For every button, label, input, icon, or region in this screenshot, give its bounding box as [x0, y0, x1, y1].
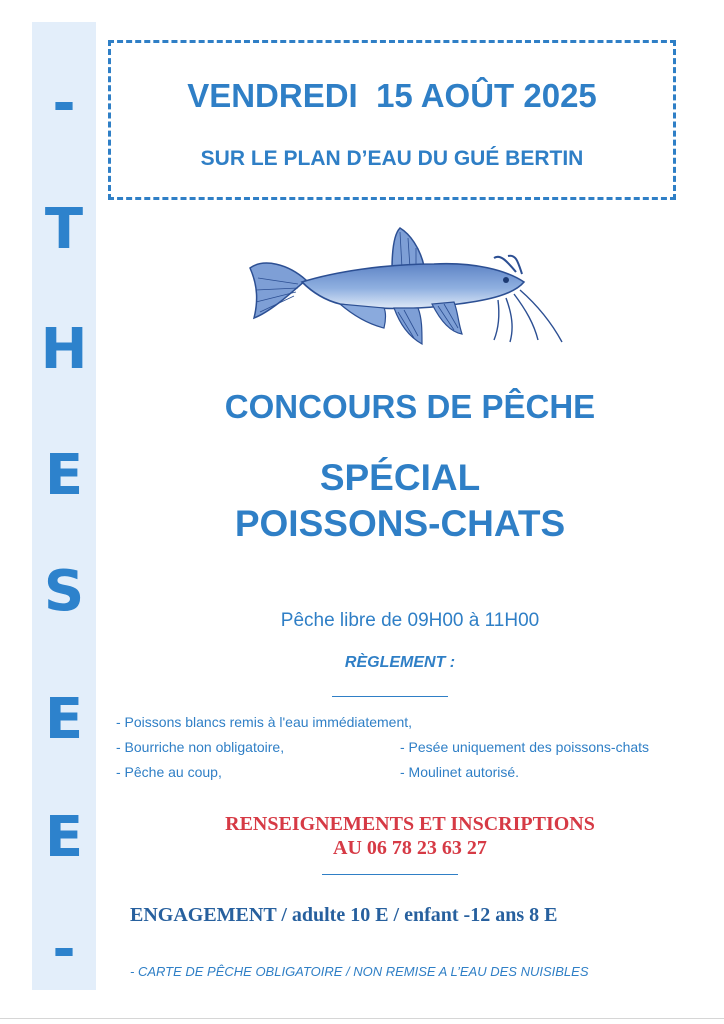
sidebar-letter-e2: E: [44, 687, 84, 752]
registration-phone: AU 06 78 23 63 27: [333, 837, 487, 859]
vertical-title-band: [32, 22, 96, 990]
registration-label: RENSEIGNEMENTS ET INSCRIPTIONS: [225, 813, 595, 835]
sidebar-letter-h: H: [40, 317, 88, 382]
entry-fee: ENGAGEMENT / adulte 10 E / enfant -12 ans 8 E: [130, 904, 558, 926]
contest-title: CONCOURS DE PÊCHE: [224, 388, 596, 425]
subtitle-line-special: SPÉCIAL: [319, 457, 481, 498]
event-date-box: [108, 40, 676, 200]
sidebar-letter-t: T: [44, 197, 84, 262]
sidebar-dash-top: -: [52, 71, 76, 136]
sidebar-letter-s: S: [43, 559, 85, 624]
sidebar-letter-e3: E: [44, 805, 84, 870]
rules-divider: [332, 696, 448, 697]
catfish-illustration: [244, 224, 574, 354]
rule-item: - Pêche au coup,: [116, 764, 222, 780]
rule-item: - Bourriche non obligatoire,: [116, 739, 285, 755]
footer-note: - CARTE DE PÊCHE OBLIGATOIRE / NON REMISE A L’EAU DES NUISIBLES: [130, 964, 589, 979]
info-divider: [322, 874, 458, 875]
event-venue: SUR LE PLAN D’EAU DU GUÉ BERTIN: [200, 147, 584, 170]
rules-heading: RÈGLEMENT :: [344, 654, 456, 671]
rule-item: - Poissons blancs remis à l'eau immédiatement,: [116, 714, 413, 730]
fishing-schedule: Pêche libre de 09H00 à 11H00: [280, 610, 540, 631]
sidebar-letter-e1: E: [44, 443, 84, 508]
registration-info: [110, 812, 710, 860]
page-bottom-divider: [0, 1018, 724, 1019]
rule-item: - Moulinet autorisé.: [400, 764, 520, 780]
sidebar-dash-bottom: -: [52, 917, 76, 982]
contest-subtitle: [110, 455, 690, 547]
event-date: VENDREDI 15 AOÛT 2025: [187, 77, 597, 114]
subtitle-line-catfish: POISSONS-CHATS: [234, 503, 566, 544]
rule-item: - Pesée uniquement des poissons-chats: [400, 739, 650, 755]
